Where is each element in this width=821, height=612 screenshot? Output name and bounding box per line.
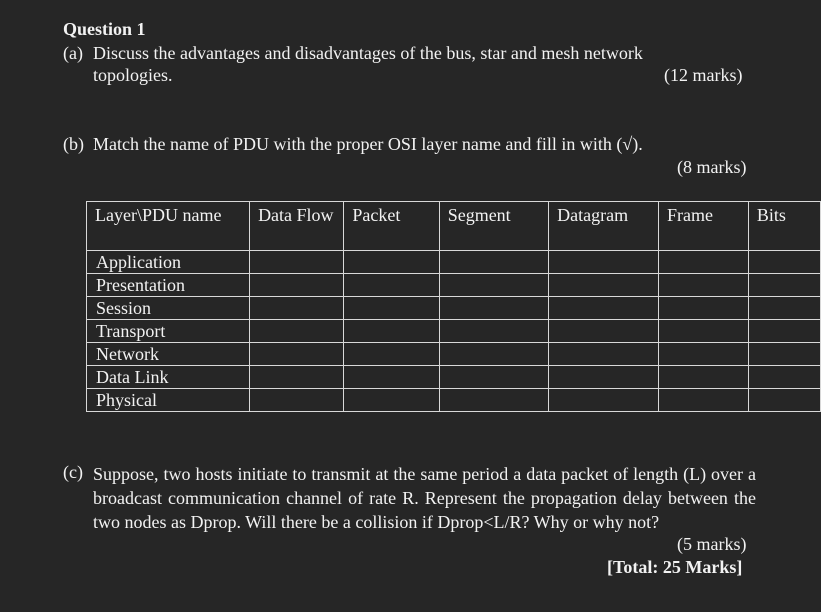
table-row	[87, 343, 821, 366]
part-c-marks: (5 marks)	[677, 534, 747, 554]
table-cell	[439, 274, 548, 297]
part-a-label: (a)	[63, 43, 83, 63]
layer-name-cell: Transport	[87, 320, 250, 343]
table-cell	[658, 251, 748, 274]
table-cell	[658, 343, 748, 366]
table-cell	[344, 320, 439, 343]
table-cell	[250, 297, 344, 320]
layer-name-cell: Data Link	[87, 366, 250, 389]
table-header-row	[87, 202, 821, 251]
table-cell	[549, 343, 659, 366]
table-cell	[250, 274, 344, 297]
table-cell	[250, 389, 344, 412]
part-a-line2: topologies.	[93, 65, 173, 85]
question-title: Question 1	[63, 19, 146, 39]
table-cell	[439, 320, 548, 343]
table-header: Packet	[344, 202, 439, 251]
table-cell	[748, 366, 820, 389]
layer-name-cell: Physical	[87, 389, 250, 412]
table-cell	[344, 389, 439, 412]
table-cell	[439, 297, 548, 320]
table-cell	[250, 366, 344, 389]
table-cell	[549, 366, 659, 389]
part-a-marks: (12 marks)	[664, 65, 743, 85]
table-cell	[250, 251, 344, 274]
table-header: Bits	[748, 202, 820, 251]
table-header: Segment	[439, 202, 548, 251]
layer-name-cell: Presentation	[87, 274, 250, 297]
table-cell	[549, 251, 659, 274]
table-header: Layer\PDU name	[87, 202, 250, 251]
table-row	[87, 320, 821, 343]
table-row	[87, 251, 821, 274]
table-cell	[748, 297, 820, 320]
table-row	[87, 274, 821, 297]
table-cell	[344, 297, 439, 320]
table-header: Data Flow	[250, 202, 344, 251]
table-cell	[658, 366, 748, 389]
pdu-osi-table	[86, 201, 821, 412]
table-cell	[344, 274, 439, 297]
layer-name-cell: Application	[87, 251, 250, 274]
table-cell	[549, 320, 659, 343]
part-b-label: (b)	[63, 134, 84, 154]
table-header: Datagram	[549, 202, 659, 251]
table-cell	[658, 320, 748, 343]
table-cell	[748, 274, 820, 297]
table-row	[87, 297, 821, 320]
table-row	[87, 366, 821, 389]
table-row	[87, 389, 821, 412]
layer-name-cell: Session	[87, 297, 250, 320]
table-cell	[439, 251, 548, 274]
table-cell	[658, 297, 748, 320]
table-cell	[748, 320, 820, 343]
table-header: Frame	[658, 202, 748, 251]
table-cell	[439, 343, 548, 366]
table-cell	[439, 389, 548, 412]
table-cell	[344, 366, 439, 389]
table-cell	[344, 251, 439, 274]
part-b-marks: (8 marks)	[677, 157, 747, 177]
table-cell	[748, 343, 820, 366]
table-cell	[250, 320, 344, 343]
total-marks: [Total: 25 Marks]	[607, 557, 743, 577]
table-cell	[748, 251, 820, 274]
table-cell	[439, 366, 548, 389]
table-cell	[658, 274, 748, 297]
table-cell	[658, 389, 748, 412]
part-b-text: Match the name of PDU with the proper OSI layer name and fill in with (√).	[93, 134, 643, 154]
table-cell	[549, 389, 659, 412]
part-a-line1: Discuss the advantages and disadvantages of the bus, star and mesh network	[93, 43, 643, 63]
part-c-text: Suppose, two hosts initiate to transmit at the same period a data packet of length (L) over a broadcast communication channel of rate R. Represent the propagation delay between the two nodes as Dprop. Will there be a collision if Dprop<L/R? Why or why not?	[93, 464, 756, 532]
table-cell	[549, 274, 659, 297]
layer-name-cell: Network	[87, 343, 250, 366]
table-cell	[748, 389, 820, 412]
table-cell	[549, 297, 659, 320]
table-cell	[344, 343, 439, 366]
part-c-label: (c)	[63, 462, 83, 482]
table-cell	[250, 343, 344, 366]
